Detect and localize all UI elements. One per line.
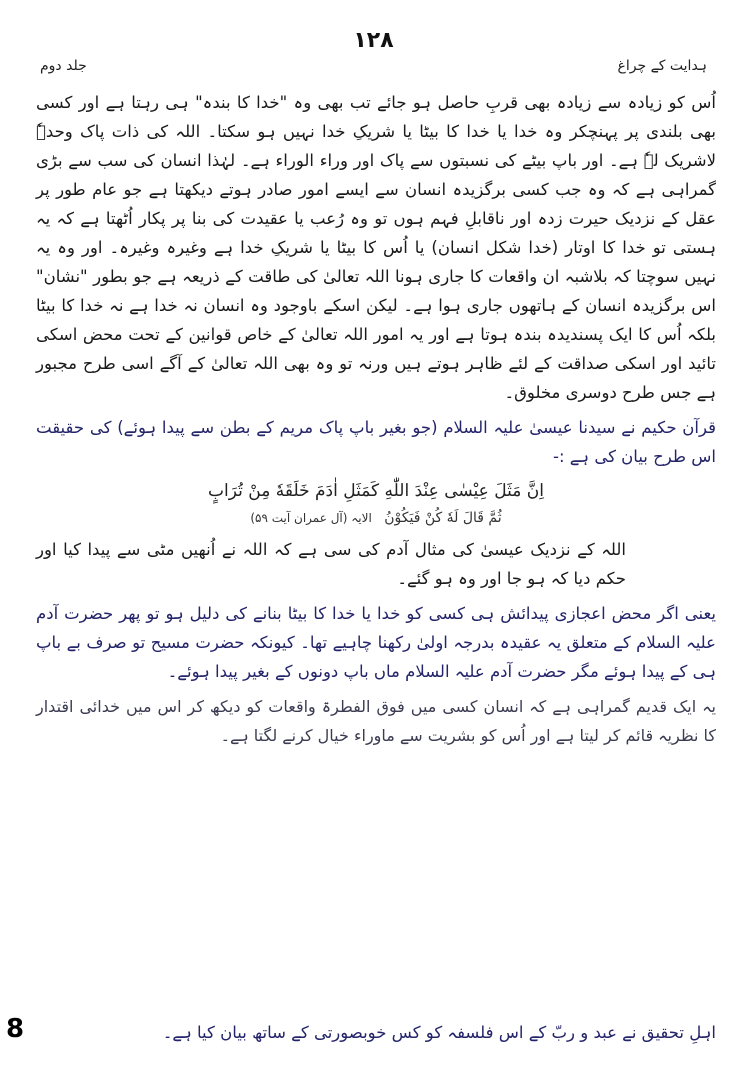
margin-mark: 8 <box>6 1014 25 1044</box>
verse-translation: اللہ کے نزدیک عیسیٰ کی مثال آدم کی سی ہے کہ اللہ نے اُنھیں مٹی سے پیدا کیا اور حکم دیا کہ ہو جا اور وہ ہو گئے۔ <box>36 540 626 588</box>
body-text <box>36 88 716 756</box>
paragraph-2: قرآن حکیم نے سیدنا عیسیٰ علیہ السلام (جو بغیر باپ پاک مریم کے بطن سے پیدا ہوئے) کی حقیقت اس طرح بیان کی ہے :- <box>36 418 716 466</box>
paragraph-3: یعنی اگر محض اعجازی پیدائش ہی کسی کو خدا یا خدا کا بیٹا بنانے کی دلیل ہو تو پھر حضرت آدم علیہ السلام کے متعلق یہ عقیدہ بدرجہ اولیٰ رکھنا چاہیے تھا۔ کیونکہ حضرت مسیح تو صرف بے باپ ہی کے پیدا ہوئے مگر حضرت آدم علیہ السلام ماں باپ دونوں کے بغیر پیدا ہوئے۔ <box>36 604 716 681</box>
paragraph-1: اُس کو زیادہ سے زیادہ بھی قربِ حاصل ہو جائے تب بھی وہ "خدا کا بندہ" ہی رہتا ہے اور کسی بھی بلندی پر پہنچکر وہ خدا یا خدا کا بیٹا یا شریکِ خدا نہیں ہو سکتا۔ اللہ کی ذات پاک وحدہٗ لاشریک لہٗ ہے۔ اور باپ بیٹے کی نسبتوں سے پاک اور وراء الوراء ہے۔ لہٰذا انسان کی سب سے بڑی گمراہی ہے کہ وہ جب کسی برگزیدہ انسان سے ایسے امور صادر ہوتے دیکھتا ہے جو عام طور پر عقل کے نزدیک حیرت زدہ اور ناقابلِ فہم ہوں تو وہ رُعب یا عقیدت کی بنا پر پکار اُٹھتا ہے کہ یہ ہستی تو خدا کا اوتار (خدا شکل انسان) یا اُس کا بیٹا یا شریکِ خدا ہے وغیرہ وغیرہ۔ اور وہ یہ نہیں سوچتا کہ بلاشبہ ان واقعات کا جاری ہونا اللہ تعالیٰ کی طاقت کے ذریعہ ہے جو بطور "نشان" اس برگزیدہ انسان کے ہاتھوں جاری ہوا ہے۔ لیکن اسکے باوجود وہ انسان نہ خدا ہے نہ خدا کا بیٹا بلکہ اُس کا ایک پسندیدہ بندہ ہوتا ہے اور یہ امور اللہ تعالیٰ کے خاص قوانین کے تحت محض اسکی تائید اور اسکی صداقت کے لئے ظاہر ہوتے ہیں ورنہ تو وہ بھی اللہ تعالیٰ کے آگے اسی طرح مجبور ہے جس طرح دوسری مخلوق۔ <box>36 93 716 402</box>
paragraph-5: اہلِ تحقیق نے عبد و ربّ کے اس فلسفہ کو کس خوبصورتی کے ساتھ بیان کیا ہے۔ <box>162 1023 716 1042</box>
verse-reference: الایہ (آل عمران آیت ۵۹) <box>250 511 372 525</box>
closing-line <box>36 1018 716 1047</box>
paragraph-4: یہ ایک قدیم گمراہی ہے کہ انسان کسی میں فوق الفطرۃ واقعات کو دیکھ کر اس میں خدائی اقتدار کا نظریہ قائم کر لیتا ہے اور اُس کو بشریت سے ماوراء خیال کرنے لگتا ہے۔ <box>36 697 717 745</box>
volume-label: جلد دوم <box>40 58 87 74</box>
quran-verse-line-2 <box>36 505 716 531</box>
quran-verse-line-1: اِنَّ مَثَلَ عِیْسٰی عِنْدَ اللّٰهِ كَمَثَلِ اٰدَمَ خَلَقَهٗ مِنْ تُرَابٍ <box>208 481 544 501</box>
verse-line-2-text: ثُمَّ قَالَ لَهٗ كُنْ فَيَكُوْنُ <box>384 510 502 526</box>
book-title: ہدایت کے چراغ <box>617 58 707 74</box>
page-number: ۱۲۸ <box>353 28 394 53</box>
